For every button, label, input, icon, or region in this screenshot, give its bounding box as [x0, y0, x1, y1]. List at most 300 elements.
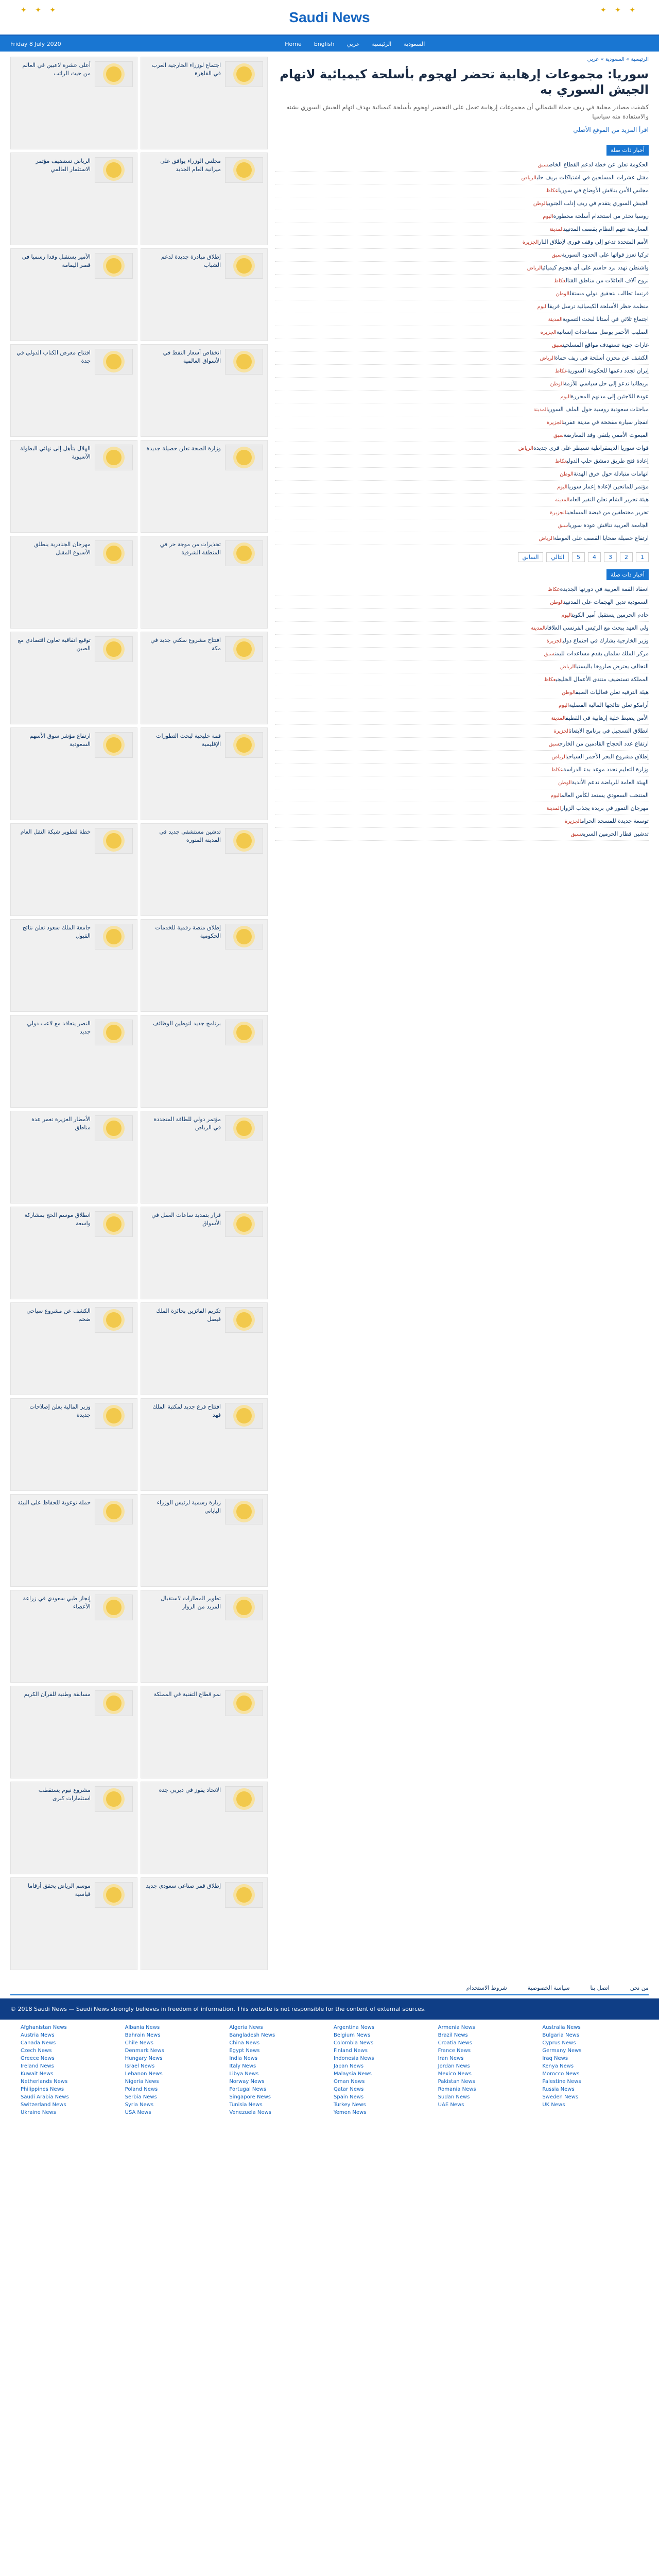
- card-thumbnail[interactable]: [225, 732, 263, 758]
- news-item[interactable]: [275, 236, 649, 249]
- country-link[interactable]: Turkey News: [334, 2102, 366, 2108]
- card-thumbnail[interactable]: [95, 1020, 133, 1045]
- news-item[interactable]: [275, 416, 649, 429]
- news-item[interactable]: [275, 300, 649, 313]
- card-title[interactable]: تطوير المطارات لاستقبال المزيد من الزوار: [161, 1595, 221, 1610]
- card-title[interactable]: مسابقة وطنية للقرآن الكريم: [24, 1691, 91, 1698]
- news-headline[interactable]: أرامكو تعلن نتائجها المالية الفصلية: [569, 702, 649, 708]
- card-thumbnail[interactable]: [95, 1307, 133, 1333]
- country-link[interactable]: Armenia News: [438, 2025, 475, 2030]
- card-title[interactable]: تحذيرات من موجة حر في المنطقة الشرقية: [160, 541, 221, 556]
- card-thumbnail[interactable]: [225, 157, 263, 183]
- news-card[interactable]: [141, 1782, 268, 1874]
- country-link[interactable]: Palestine News: [542, 2079, 581, 2084]
- country-link[interactable]: Spain News: [334, 2094, 364, 2100]
- news-card[interactable]: [141, 632, 268, 724]
- card-title[interactable]: خطة لتطوير شبكة النقل العام: [20, 828, 91, 835]
- country-link[interactable]: Brazil News: [438, 2032, 468, 2038]
- card-thumbnail[interactable]: [225, 1020, 263, 1045]
- country-link[interactable]: Iran News: [438, 2056, 464, 2061]
- news-item[interactable]: [275, 776, 649, 789]
- card-thumbnail[interactable]: [95, 1882, 133, 1908]
- country-link[interactable]: Lebanon News: [125, 2071, 163, 2077]
- news-item[interactable]: [275, 403, 649, 416]
- card-thumbnail[interactable]: [95, 1115, 133, 1141]
- card-title[interactable]: ارتفاع مؤشر سوق الأسهم السعودية: [29, 733, 91, 748]
- card-thumbnail[interactable]: [225, 1403, 263, 1429]
- country-link[interactable]: Malaysia News: [334, 2071, 372, 2077]
- news-card[interactable]: [10, 632, 137, 724]
- news-card[interactable]: [141, 1590, 268, 1683]
- news-headline[interactable]: مؤتمر للمانحين لإعادة إعمار سوريا: [567, 483, 649, 490]
- news-item[interactable]: [275, 442, 649, 455]
- news-card[interactable]: [141, 152, 268, 245]
- country-link[interactable]: Netherlands News: [21, 2079, 68, 2084]
- news-headline[interactable]: نزوح آلاف العائلات من مناطق القتال: [565, 277, 649, 284]
- card-title[interactable]: موسم الرياض يحقق أرقاما قياسية: [28, 1883, 91, 1897]
- card-title[interactable]: مؤتمر دولي للطاقة المتجددة في الرياض: [153, 1116, 221, 1131]
- country-link[interactable]: Norway News: [229, 2079, 265, 2084]
- country-link[interactable]: Singapore News: [229, 2094, 271, 2100]
- card-thumbnail[interactable]: [225, 349, 263, 375]
- news-item[interactable]: [275, 532, 649, 545]
- page-link[interactable]: السابق: [518, 552, 544, 562]
- country-link[interactable]: Canada News: [21, 2040, 56, 2046]
- country-link[interactable]: Israel News: [125, 2063, 155, 2069]
- country-link[interactable]: Poland News: [125, 2087, 158, 2092]
- card-thumbnail[interactable]: [225, 828, 263, 854]
- news-headline[interactable]: غارات جوية تستهدف مواقع المسلحين: [562, 342, 649, 348]
- news-headline[interactable]: إعادة فتح طريق دمشق حلب الدولي: [566, 457, 649, 464]
- country-link[interactable]: Belgium News: [334, 2032, 371, 2038]
- news-card[interactable]: [10, 1398, 137, 1491]
- news-item[interactable]: [275, 313, 649, 326]
- footer-link[interactable]: سياسة الخصوصية: [527, 1985, 570, 1991]
- country-link[interactable]: Libya News: [229, 2071, 259, 2077]
- news-card[interactable]: [141, 536, 268, 629]
- card-thumbnail[interactable]: [95, 1499, 133, 1524]
- news-item[interactable]: [275, 648, 649, 660]
- news-item[interactable]: [275, 172, 649, 184]
- news-headline[interactable]: هيئة الترفيه تعلن فعاليات الصيف: [575, 689, 649, 696]
- news-item[interactable]: [275, 481, 649, 494]
- news-item[interactable]: [275, 429, 649, 442]
- country-link[interactable]: Tunisia News: [229, 2102, 263, 2108]
- news-item[interactable]: [275, 494, 649, 506]
- news-item[interactable]: [275, 159, 649, 172]
- news-card[interactable]: [141, 1015, 268, 1108]
- nav-link[interactable]: الرئيسية: [372, 40, 392, 47]
- card-thumbnail[interactable]: [225, 1211, 263, 1237]
- page-link[interactable]: 3: [604, 552, 617, 562]
- page-link[interactable]: 4: [588, 552, 601, 562]
- country-link[interactable]: Sudan News: [438, 2094, 470, 2100]
- country-link[interactable]: Iraq News: [542, 2056, 568, 2061]
- news-card[interactable]: [10, 1590, 137, 1683]
- card-title[interactable]: انخفاض أسعار النفط في الأسواق العالمية: [163, 349, 221, 364]
- country-link[interactable]: Morocco News: [542, 2071, 580, 2077]
- news-headline[interactable]: مباحثات سعودية روسية حول الملف السوري: [548, 406, 649, 413]
- news-headline[interactable]: ارتفاع عدد الحجاج القادمين من الخارج: [559, 740, 649, 747]
- country-link[interactable]: Serbia News: [125, 2094, 157, 2100]
- news-headline[interactable]: مجلس الأمن يناقش الأوضاع في سوريا: [558, 187, 649, 194]
- news-headline[interactable]: عودة اللاجئين إلى مدنهم المحررة: [570, 393, 649, 400]
- country-link[interactable]: Australia News: [542, 2025, 581, 2030]
- country-link[interactable]: Cyprus News: [542, 2040, 576, 2046]
- news-item[interactable]: [275, 519, 649, 532]
- news-item[interactable]: [275, 378, 649, 391]
- card-thumbnail[interactable]: [225, 1307, 263, 1333]
- news-headline[interactable]: واشنطن تهدد برد حاسم على أي هجوم كيميائي: [542, 264, 649, 271]
- news-headline[interactable]: الأمن يضبط خلية إرهابية في القطيف: [565, 715, 649, 721]
- news-headline[interactable]: الأمم المتحدة تدعو إلى وقف فوري لإطلاق النار: [539, 239, 649, 245]
- country-link[interactable]: Chile News: [125, 2040, 153, 2046]
- card-thumbnail[interactable]: [225, 540, 263, 566]
- country-link[interactable]: Colombia News: [334, 2040, 374, 2046]
- country-link[interactable]: Italy News: [229, 2063, 256, 2069]
- card-thumbnail[interactable]: [95, 1595, 133, 1620]
- news-headline[interactable]: خادم الحرمين يستقبل أمير الكويت: [571, 612, 649, 618]
- news-card[interactable]: [10, 919, 137, 1012]
- card-title[interactable]: افتتاح مشروع سكني جديد في مكة: [150, 637, 221, 652]
- news-card[interactable]: [10, 1015, 137, 1108]
- news-item[interactable]: [275, 751, 649, 764]
- country-link[interactable]: Jordan News: [438, 2063, 470, 2069]
- news-item[interactable]: [275, 583, 649, 596]
- card-title[interactable]: توقيع اتفاقية تعاون اقتصادي مع الصين: [18, 637, 91, 652]
- breadcrumb[interactable]: الرئيسية » السعودية » عربي: [587, 57, 649, 62]
- card-title[interactable]: إطلاق قمر صناعي سعودي جديد: [146, 1883, 221, 1889]
- news-item[interactable]: [275, 275, 649, 287]
- news-headline[interactable]: التحالف يعترض صاروخا باليستيا: [575, 663, 649, 670]
- country-link[interactable]: Denmark News: [125, 2048, 164, 2054]
- news-headline[interactable]: توسعة جديدة للمسجد الحرام: [581, 818, 649, 824]
- nav-link[interactable]: English: [314, 40, 335, 47]
- card-title[interactable]: تدشين مستشفى جديد في المدينة المنورة: [159, 828, 221, 843]
- country-link[interactable]: Croatia News: [438, 2040, 472, 2046]
- card-thumbnail[interactable]: [95, 1211, 133, 1237]
- card-thumbnail[interactable]: [95, 253, 133, 279]
- news-item[interactable]: [275, 326, 649, 339]
- news-card[interactable]: [10, 536, 137, 629]
- news-headline[interactable]: الصليب الأحمر يوصل مساعدات إنسانية: [556, 329, 649, 335]
- card-title[interactable]: الأمطار الغزيرة تغمر عدة مناطق: [31, 1116, 91, 1131]
- card-thumbnail[interactable]: [225, 1595, 263, 1620]
- news-card[interactable]: [141, 57, 268, 149]
- card-title[interactable]: إنجاز طبي سعودي في زراعة الأعضاء: [23, 1595, 91, 1610]
- news-card[interactable]: [10, 1686, 137, 1778]
- news-card[interactable]: [10, 1302, 137, 1395]
- nav-link[interactable]: عربي: [346, 40, 360, 47]
- card-title[interactable]: أعلى عشرة لاعبين في العالم من حيث الراتب: [22, 62, 91, 77]
- news-card[interactable]: [10, 1207, 137, 1299]
- news-item[interactable]: [275, 391, 649, 403]
- news-card[interactable]: [10, 1111, 137, 1204]
- news-item[interactable]: [275, 660, 649, 673]
- news-headline[interactable]: انعقاد القمة العربية في دورتها الجديدة: [560, 586, 649, 592]
- card-title[interactable]: الاتحاد يفوز في ديربي جدة: [159, 1787, 221, 1793]
- card-title[interactable]: النصر يتعاقد مع لاعب دولي جديد: [27, 1020, 91, 1035]
- news-headline[interactable]: مهرجان التمور في بريدة يجذب الزوار: [561, 805, 649, 811]
- news-item[interactable]: [275, 184, 649, 197]
- news-headline[interactable]: انفجار سيارة مفخخة في مدينة عفرين: [563, 419, 649, 426]
- news-card[interactable]: [141, 440, 268, 533]
- news-headline[interactable]: الكشف عن مخزن أسلحة في ريف حماة: [554, 354, 649, 361]
- news-item[interactable]: [275, 223, 649, 236]
- country-link[interactable]: Afghanistan News: [21, 2025, 67, 2030]
- card-thumbnail[interactable]: [225, 1786, 263, 1812]
- news-item[interactable]: [275, 673, 649, 686]
- news-item[interactable]: [275, 249, 649, 262]
- news-headline[interactable]: اجتماع ثلاثي في أستانا لبحث التسوية: [562, 316, 649, 323]
- news-card[interactable]: [141, 1686, 268, 1778]
- card-title[interactable]: تكريم الفائزين بجائزة الملك فيصل: [155, 1308, 221, 1323]
- card-thumbnail[interactable]: [95, 349, 133, 375]
- news-headline[interactable]: منظمة حظر الأسلحة الكيميائية ترسل فريقا: [547, 303, 649, 310]
- card-thumbnail[interactable]: [225, 1115, 263, 1141]
- country-link[interactable]: Syria News: [125, 2102, 154, 2108]
- country-link[interactable]: Egypt News: [229, 2048, 260, 2054]
- footer-link[interactable]: من نحن: [630, 1985, 649, 1991]
- card-title[interactable]: الكشف عن مشروع سياحي ضخم: [26, 1308, 91, 1323]
- news-card[interactable]: [141, 344, 268, 437]
- news-card[interactable]: [10, 248, 137, 341]
- news-headline[interactable]: وزارة التعليم تحدد موعد بدء الدراسة: [563, 766, 649, 773]
- country-link[interactable]: Bulgaria News: [542, 2032, 579, 2038]
- news-item[interactable]: [275, 455, 649, 468]
- country-link[interactable]: Qatar News: [334, 2087, 364, 2092]
- country-link[interactable]: Yemen News: [334, 2110, 367, 2115]
- country-link[interactable]: Saudi Arabia News: [21, 2094, 69, 2100]
- news-headline[interactable]: انطلاق التسجيل في برنامج الابتعاث: [570, 727, 649, 734]
- country-link[interactable]: Sweden News: [542, 2094, 579, 2100]
- news-headline[interactable]: السعودية تدين الهجمات على المدنيين: [564, 599, 649, 605]
- news-item[interactable]: [275, 197, 649, 210]
- news-card[interactable]: [141, 1398, 268, 1491]
- card-title[interactable]: جامعة الملك سعود تعلن نتائج القبول: [22, 924, 91, 939]
- news-item[interactable]: [275, 699, 649, 712]
- country-link[interactable]: Bahrain News: [125, 2032, 161, 2038]
- country-link[interactable]: India News: [229, 2056, 258, 2061]
- card-title[interactable]: مشروع نيوم يستقطب استثمارات كبرى: [38, 1787, 91, 1802]
- news-card[interactable]: [10, 727, 137, 820]
- news-card[interactable]: [10, 1877, 137, 1970]
- country-link[interactable]: Mexico News: [438, 2071, 472, 2077]
- news-item[interactable]: [275, 686, 649, 699]
- card-thumbnail[interactable]: [225, 1499, 263, 1524]
- card-title[interactable]: برنامج جديد لتوطين الوظائف: [153, 1020, 221, 1027]
- country-link[interactable]: Russia News: [542, 2087, 575, 2092]
- news-item[interactable]: [275, 802, 649, 815]
- news-item[interactable]: [275, 635, 649, 648]
- card-thumbnail[interactable]: [95, 445, 133, 470]
- news-headline[interactable]: اتهامات متبادلة حول خرق الهدنة: [573, 470, 649, 477]
- page-link[interactable]: 1: [636, 552, 649, 562]
- news-headline[interactable]: تركيا تعزز قواتها على الحدود السورية: [562, 251, 649, 258]
- news-headline[interactable]: روسيا تحذر من استخدام أسلحة محظورة: [553, 213, 649, 219]
- page-link[interactable]: 2: [620, 552, 633, 562]
- country-link[interactable]: UAE News: [438, 2102, 464, 2108]
- news-headline[interactable]: قوات سوريا الديمقراطية تسيطر على قرى جديدة: [533, 445, 649, 451]
- card-thumbnail[interactable]: [95, 1786, 133, 1812]
- country-link[interactable]: Algeria News: [229, 2025, 263, 2030]
- country-link[interactable]: France News: [438, 2048, 471, 2054]
- country-link[interactable]: Kuwait News: [21, 2071, 54, 2077]
- country-link[interactable]: Nigeria News: [125, 2079, 159, 2084]
- news-headline[interactable]: تحرير مختطفين من قبضة المسلحين: [566, 509, 649, 516]
- news-headline[interactable]: مقتل عشرات المسلحين في اشتباكات بريف حلب: [536, 174, 649, 181]
- country-link[interactable]: Argentina News: [334, 2025, 374, 2030]
- country-link[interactable]: Portugal News: [229, 2087, 266, 2092]
- news-item[interactable]: [275, 622, 649, 635]
- country-link[interactable]: Greece News: [21, 2056, 55, 2061]
- card-title[interactable]: افتتاح فرع جديد لمكتبة الملك فهد: [152, 1403, 221, 1418]
- news-item[interactable]: [275, 210, 649, 223]
- page-link[interactable]: 5: [572, 552, 585, 562]
- card-title[interactable]: وزير المالية يعلن إصلاحات جديدة: [29, 1403, 91, 1418]
- nav-link[interactable]: السعودية: [404, 40, 425, 47]
- news-item[interactable]: [275, 712, 649, 725]
- news-item[interactable]: [275, 738, 649, 751]
- card-thumbnail[interactable]: [95, 61, 133, 87]
- card-thumbnail[interactable]: [95, 157, 133, 183]
- card-title[interactable]: زيارة رسمية لرئيس الوزراء الياباني: [157, 1499, 221, 1514]
- country-link[interactable]: Oman News: [334, 2079, 365, 2084]
- footer-link[interactable]: اتصل بنا: [590, 1985, 610, 1991]
- news-item[interactable]: [275, 828, 649, 841]
- news-headline[interactable]: إطلاق مشروع البحر الأحمر السياحي: [566, 753, 649, 760]
- news-item[interactable]: [275, 506, 649, 519]
- card-thumbnail[interactable]: [225, 445, 263, 470]
- country-link[interactable]: Kenya News: [542, 2063, 574, 2069]
- card-title[interactable]: مهرجان الجنادرية ينطلق الأسبوع المقبل: [34, 541, 91, 556]
- news-item[interactable]: [275, 725, 649, 738]
- country-link[interactable]: Austria News: [21, 2032, 55, 2038]
- read-more-link[interactable]: اقرأ المزيد من الموقع الأصلي: [573, 126, 649, 133]
- card-title[interactable]: قرار بتمديد ساعات العمل في الأسواق: [151, 1212, 221, 1227]
- news-item[interactable]: [275, 815, 649, 828]
- news-card[interactable]: [10, 823, 137, 916]
- card-thumbnail[interactable]: [95, 540, 133, 566]
- news-card[interactable]: [141, 1494, 268, 1587]
- card-thumbnail[interactable]: [95, 732, 133, 758]
- news-item[interactable]: [275, 789, 649, 802]
- card-thumbnail[interactable]: [225, 636, 263, 662]
- card-title[interactable]: حملة توعوية للحفاظ على البيئة: [18, 1499, 91, 1506]
- news-item[interactable]: [275, 596, 649, 609]
- news-item[interactable]: [275, 352, 649, 365]
- card-title[interactable]: قمة خليجية لبحث التطورات الإقليمية: [156, 733, 221, 748]
- news-card[interactable]: [141, 823, 268, 916]
- country-link[interactable]: Ukraine News: [21, 2110, 56, 2115]
- card-thumbnail[interactable]: [95, 1690, 133, 1716]
- news-headline[interactable]: الجامعة العربية تناقش عودة سوريا: [568, 522, 649, 529]
- card-thumbnail[interactable]: [225, 1882, 263, 1908]
- card-title[interactable]: اجتماع لوزراء الخارجية العرب في القاهرة: [151, 62, 221, 77]
- country-link[interactable]: Finland News: [334, 2048, 368, 2054]
- news-headline[interactable]: ولي العهد يبحث مع الرئيس الفرنسي العلاقات: [545, 624, 649, 631]
- page-link[interactable]: التالي: [546, 552, 569, 562]
- news-headline[interactable]: هيئة تحرير الشام تعلن النفير العام: [569, 496, 649, 503]
- news-card[interactable]: [141, 1877, 268, 1970]
- card-title[interactable]: مجلس الوزراء يوافق على ميزانية العام الجديد: [160, 158, 221, 173]
- news-item[interactable]: [275, 764, 649, 776]
- news-item[interactable]: [275, 609, 649, 622]
- news-item[interactable]: [275, 339, 649, 352]
- footer-link[interactable]: شروط الاستخدام: [466, 1985, 507, 1991]
- country-link[interactable]: Ireland News: [21, 2063, 54, 2069]
- news-headline[interactable]: تدشين قطار الحرمين السريع: [581, 831, 649, 837]
- country-link[interactable]: Hungary News: [125, 2056, 163, 2061]
- country-link[interactable]: Indonesia News: [334, 2056, 374, 2061]
- news-headline[interactable]: المعارضة تتهم النظام بقصف المدنيين: [564, 226, 649, 232]
- news-headline[interactable]: المبعوث الأممي يلتقي وفد المعارضة: [563, 432, 649, 438]
- news-headline[interactable]: إيران تجدد دعمها للحكومة السورية: [567, 367, 649, 374]
- card-thumbnail[interactable]: [225, 61, 263, 87]
- card-thumbnail[interactable]: [95, 636, 133, 662]
- news-item[interactable]: [275, 468, 649, 481]
- news-item[interactable]: [275, 262, 649, 275]
- card-title[interactable]: الأمير يستقبل وفدا رسميا في قصر اليمامة: [22, 253, 91, 268]
- country-link[interactable]: UK News: [542, 2102, 565, 2108]
- news-card[interactable]: [10, 57, 137, 149]
- card-thumbnail[interactable]: [225, 1690, 263, 1716]
- card-title[interactable]: انطلاق موسم الحج بمشاركة واسعة: [24, 1212, 91, 1227]
- country-link[interactable]: Pakistan News: [438, 2079, 475, 2084]
- card-thumbnail[interactable]: [225, 253, 263, 279]
- news-card[interactable]: [10, 1494, 137, 1587]
- news-item[interactable]: [275, 365, 649, 378]
- news-card[interactable]: [141, 1207, 268, 1299]
- card-title[interactable]: نمو قطاع التقنية في المملكة: [153, 1691, 221, 1698]
- news-card[interactable]: [141, 727, 268, 820]
- card-title[interactable]: الهلال يتأهل إلى نهائي البطولة الآسيوية: [20, 445, 91, 460]
- country-link[interactable]: Switzerland News: [21, 2102, 66, 2108]
- card-title[interactable]: افتتاح معرض الكتاب الدولي في جدة: [16, 349, 91, 364]
- card-title[interactable]: الرياض تستضيف مؤتمر الاستثمار العالمي: [36, 158, 91, 173]
- news-card[interactable]: [141, 248, 268, 341]
- country-link[interactable]: Germany News: [542, 2048, 582, 2054]
- news-card[interactable]: [10, 440, 137, 533]
- card-title[interactable]: وزارة الصحة تعلن حصيلة جديدة: [146, 445, 221, 452]
- card-thumbnail[interactable]: [95, 924, 133, 950]
- card-title[interactable]: إطلاق مبادرة جديدة لدعم الشباب: [161, 253, 221, 268]
- news-headline[interactable]: المملكة تستضيف منتدى الأعمال الخليجي: [556, 676, 649, 683]
- news-headline[interactable]: مركز الملك سلمان يقدم مساعدات لليمن: [554, 650, 649, 657]
- site-logo[interactable]: Saudi News: [289, 9, 370, 25]
- news-card[interactable]: [10, 1782, 137, 1874]
- news-item[interactable]: [275, 287, 649, 300]
- news-headline[interactable]: المنتخب السعودي يستعد لكأس العالم: [561, 792, 649, 799]
- country-link[interactable]: Japan News: [334, 2063, 364, 2069]
- country-link[interactable]: China News: [229, 2040, 260, 2046]
- country-link[interactable]: USA News: [125, 2110, 151, 2115]
- nav-link[interactable]: Home: [285, 40, 302, 47]
- country-link[interactable]: Romania News: [438, 2087, 476, 2092]
- country-link[interactable]: Venezuela News: [229, 2110, 271, 2115]
- country-link[interactable]: Albania News: [125, 2025, 160, 2030]
- news-card[interactable]: [10, 152, 137, 245]
- country-link[interactable]: Czech News: [21, 2048, 52, 2054]
- card-thumbnail[interactable]: [95, 1403, 133, 1429]
- card-thumbnail[interactable]: [95, 828, 133, 854]
- news-card[interactable]: [10, 344, 137, 437]
- news-card[interactable]: [141, 1302, 268, 1395]
- news-headline[interactable]: الهيئة العامة للرياضة تدعم الأندية: [571, 779, 649, 786]
- news-headline[interactable]: الجيش السوري يتقدم في ريف إدلب الجنوبي: [547, 200, 649, 207]
- news-headline[interactable]: الحكومة تعلن عن خطة لدعم القطاع الخاص: [548, 161, 649, 168]
- card-thumbnail[interactable]: [225, 924, 263, 950]
